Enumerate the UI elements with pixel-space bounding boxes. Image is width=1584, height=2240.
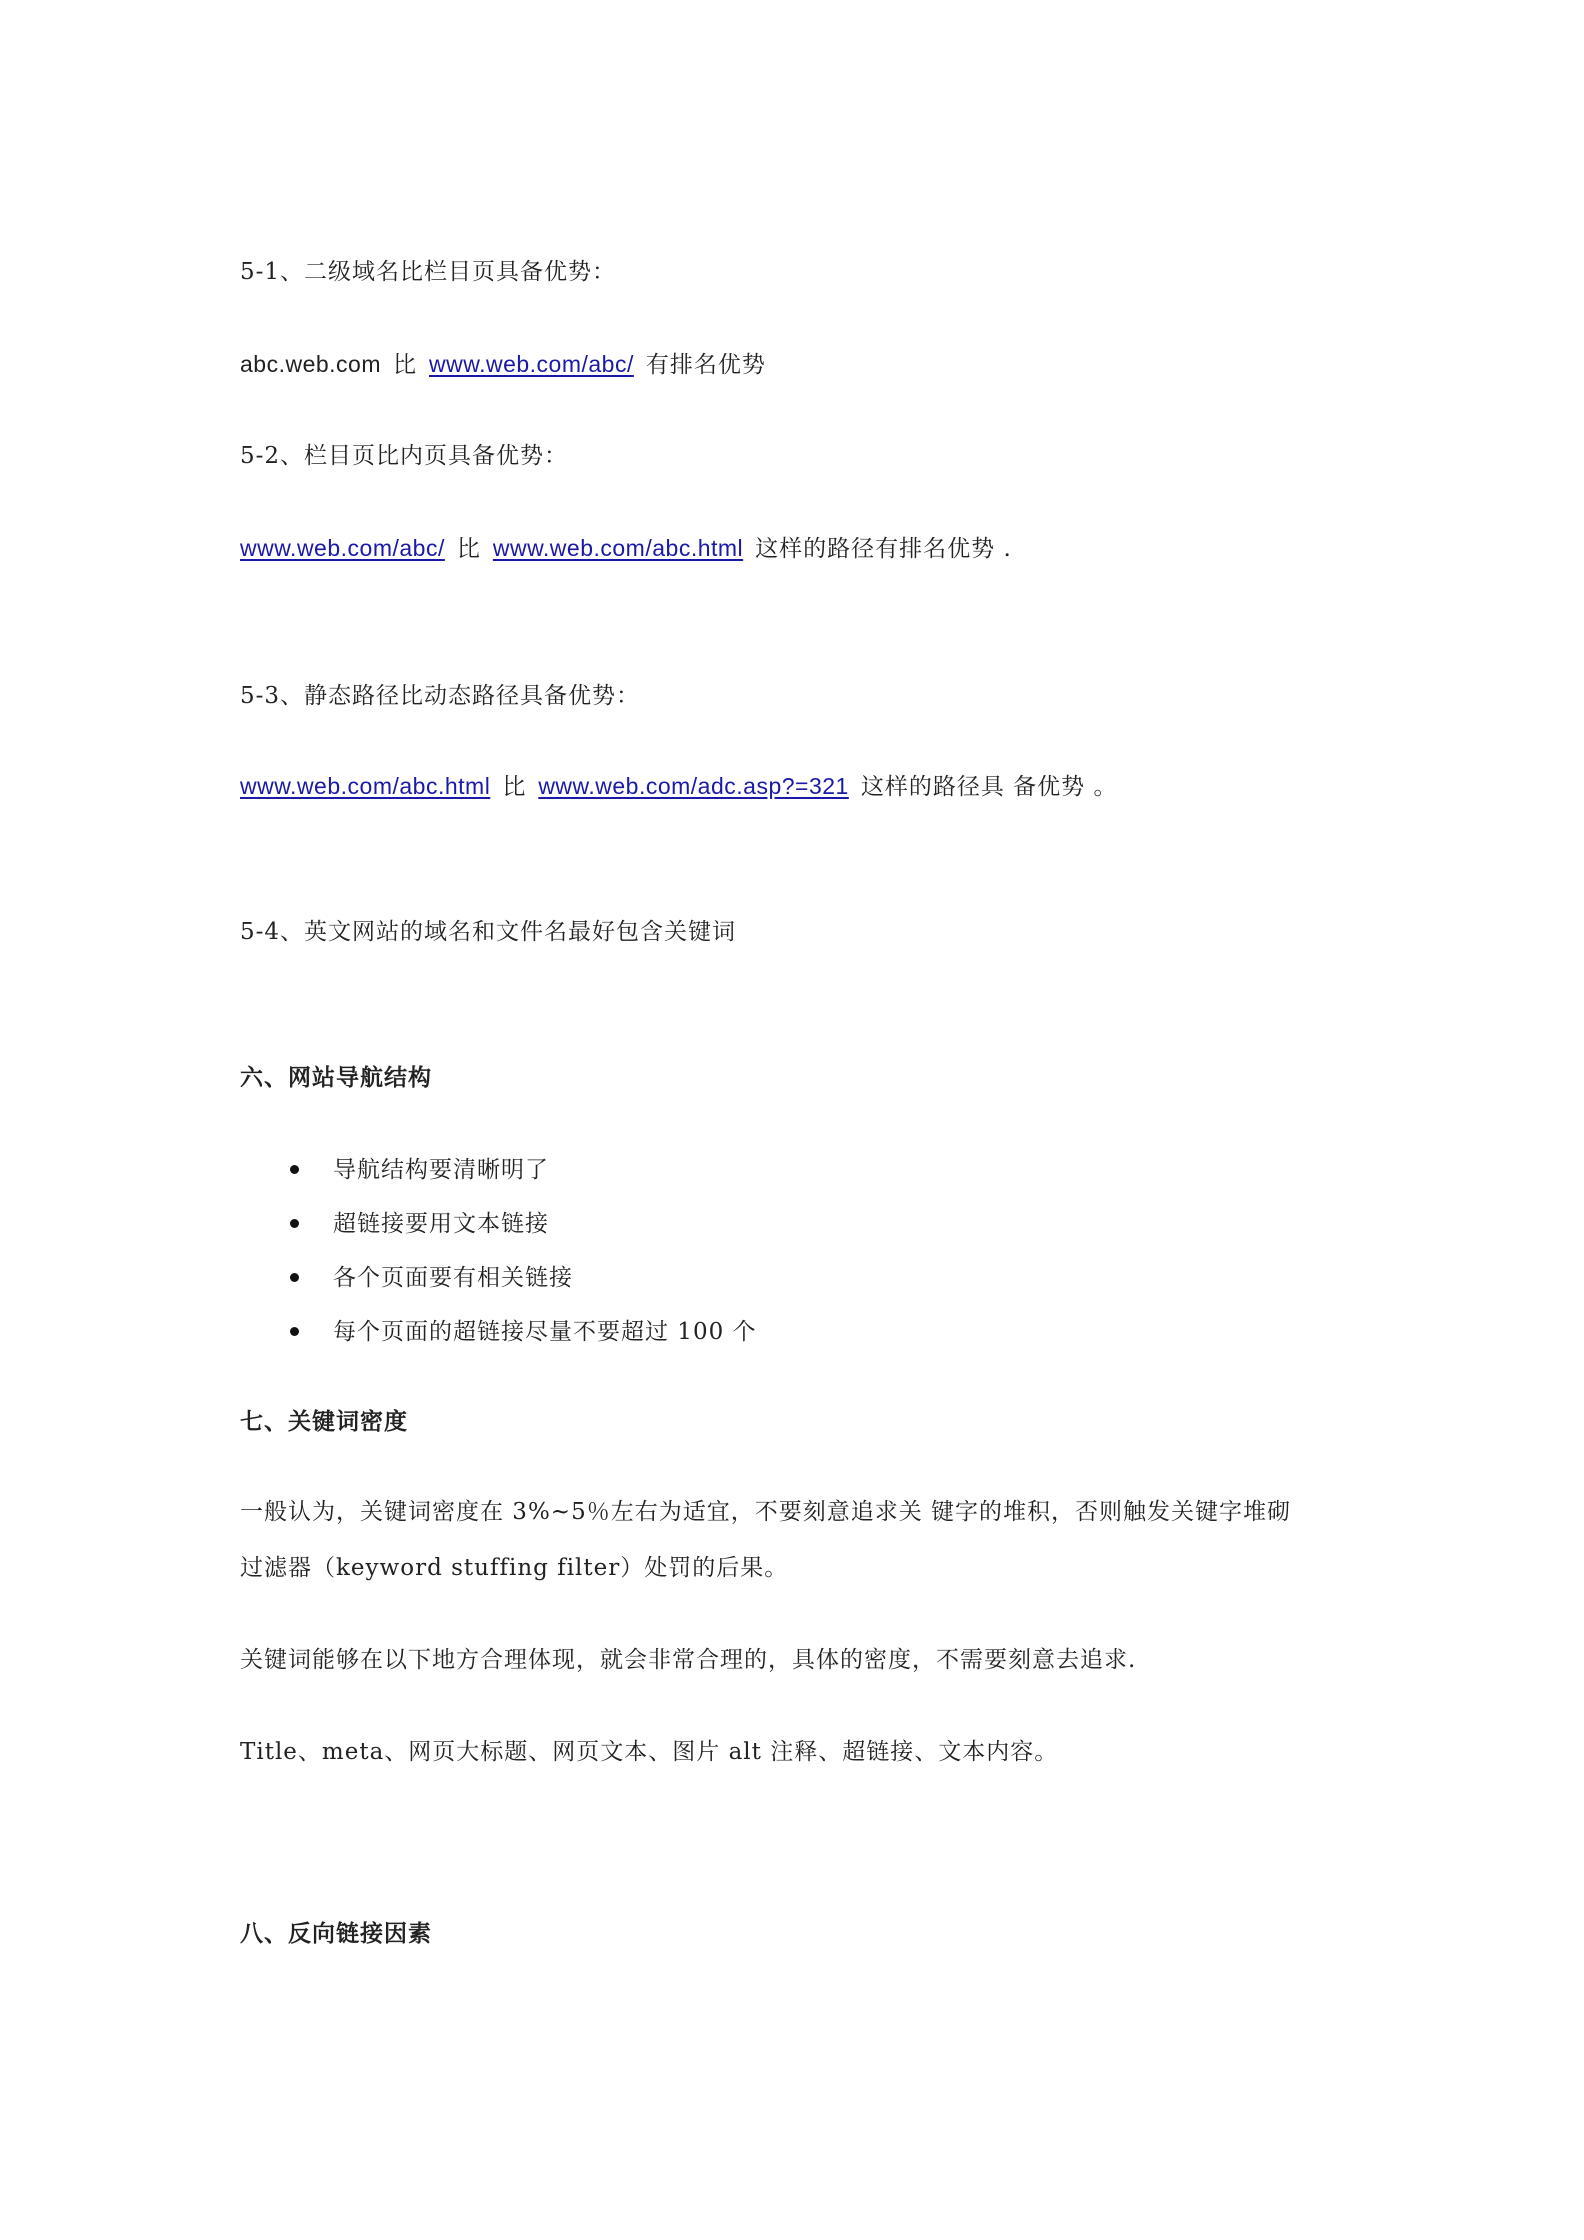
section-6-heading: 六、网站导航结构 [240, 1065, 432, 1091]
section-5-3-example: www.web.com/abc.html 比 www.web.com/adc.asp?=321 这样的路径具 备优势 。 [240, 773, 1118, 800]
section-7-paragraph-1-line-1: 一般认为，关键词密度在 3%~5％左右为适宜，不要刻意追求关 键字的堆积，否则触发关键字堆砌 [240, 1499, 1292, 1525]
bullet-icon [290, 1327, 299, 1336]
document-page [240, 0, 1360, 2240]
section-5-2-title: 5-2、栏目页比内页具备优势： [240, 443, 569, 469]
section-5-1-title: 5-1、二级域名比栏目页具备优势： [240, 259, 617, 285]
section-5-3-title: 5-3、静态路径比动态路径具备优势： [240, 683, 641, 709]
link-abc-html[interactable]: www.web.com/abc.html [492, 535, 744, 561]
section-7-heading: 七、关键词密度 [240, 1409, 408, 1435]
section-5-2-example: www.web.com/abc/ 比 www.web.com/abc.html 这样的路径有排名优势 . [240, 535, 1012, 562]
list-item: 超链接要用文本链接 [290, 1208, 549, 1240]
domain-text: abc.web.com [240, 351, 382, 377]
section-5-4-title: 5-4、英文网站的域名和文件名最好包含关键词 [240, 919, 737, 945]
list-item: 各个页面要有相关链接 [290, 1262, 573, 1294]
link-abc-html-2[interactable]: www.web.com/abc.html [240, 773, 491, 799]
bullet-icon [290, 1273, 299, 1282]
list-item: 每个页面的超链接尽量不要超过 100 个 [290, 1316, 757, 1348]
list-item: 导航结构要清晰明了 [290, 1154, 549, 1186]
section-7-paragraph-3: Title、meta、网页大标题、网页文本、图片 alt 注释、超链接、文本内容。 [240, 1739, 1059, 1765]
link-abc-folder-2[interactable]: www.web.com/abc/ [240, 535, 445, 561]
link-adc-asp[interactable]: www.web.com/adc.asp?=321 [538, 773, 849, 799]
section-7-paragraph-1-line-2: 过滤器（keyword stuffing filter）处罚的后果。 [240, 1555, 789, 1581]
link-abc-folder[interactable]: www.web.com/abc/ [429, 351, 634, 377]
bullet-icon [290, 1219, 299, 1228]
section-7-paragraph-2: 关键词能够在以下地方合理体现，就会非常合理的，具体的密度，不需要刻意去追求. [240, 1647, 1137, 1673]
bullet-icon [290, 1165, 299, 1174]
section-8-heading: 八、反向链接因素 [240, 1921, 432, 1947]
section-5-1-example: abc.web.com 比 www.web.com/abc/ 有排名优势 [240, 351, 766, 378]
